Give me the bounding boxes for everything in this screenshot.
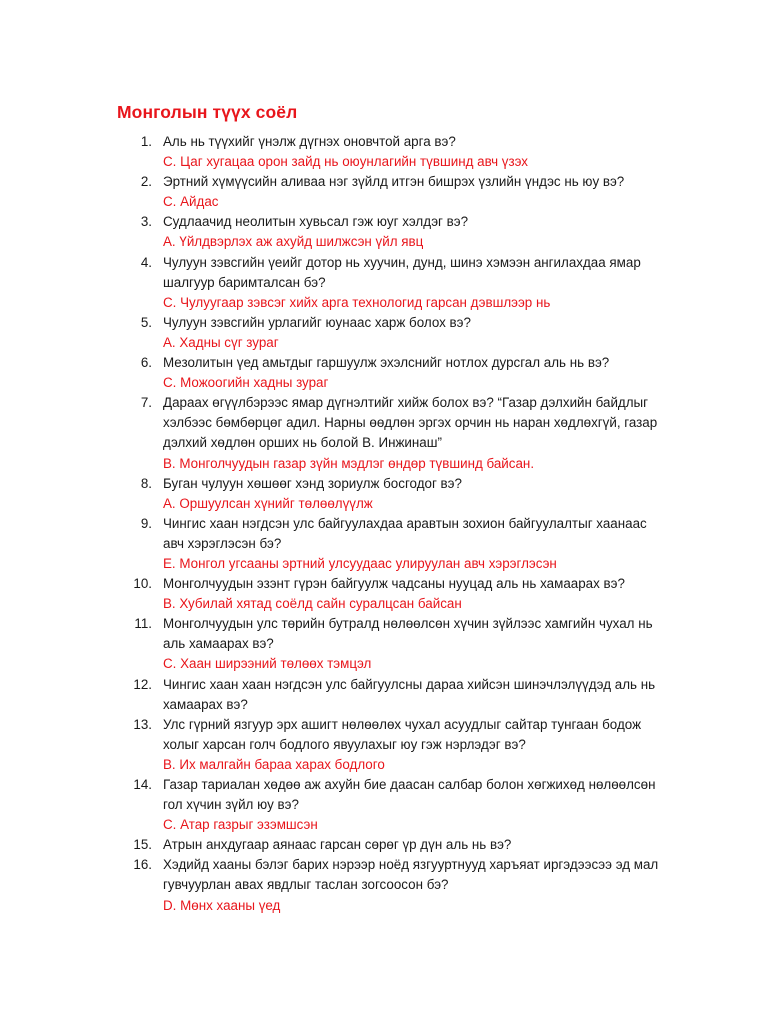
answer-text: A. Оршуулсан хүнийг төлөөлүүлж [163, 495, 373, 511]
question-text: Аль нь түүхийг үнэлж дүгнэх оновчтой арга вэ? [163, 134, 456, 149]
question-number: 15. [133, 837, 152, 853]
answer-text: A. Үйлдвэрлэх аж ахуйд шилжсэн үйл явц [163, 234, 424, 250]
question-item [124, 172, 664, 212]
question-item [124, 835, 664, 855]
answer-text: B. Монголчуудын газар зүйн мэдлэг өндөр түвшинд байсан. [163, 455, 535, 471]
question-item [124, 715, 664, 775]
question-text: Улс гүрний язгуур эрх ашигт нөлөөлөх чухал асуудлыг сайтар тунгаан бодож холыг харсан голч бодлого явуулахыг юу гэж нэрлэдэг вэ? [163, 716, 642, 752]
question-number: 12. [133, 676, 152, 692]
question-text: Эртний хүмүүсийн аливаа нэг зүйлд итгэн бишрэх үзлийн үндэс нь юу вэ? [163, 174, 625, 190]
question-item [124, 353, 664, 393]
question-text: Судлаачид неолитын хувьсал гэж юуг хэлдэг вэ? [163, 214, 469, 230]
question-text: Атрын анхдугаар аянаас гарсан сөрөг үр дүн аль нь вэ? [163, 837, 512, 853]
question-item [124, 514, 664, 574]
question-list [124, 132, 664, 916]
question-item [124, 574, 664, 614]
question-text: Хэдийд хааны бэлэг барих нэрээр ноёд язгууртнууд харъяат иргэдээсээ эд мал гувчуурлан авах явдлыг таслан зогсоосон бэ? [163, 857, 659, 893]
question-number: 8. [140, 475, 152, 491]
question-item [124, 253, 664, 313]
answer-text: B. Их малгайн бараа харах бодлого [163, 756, 385, 772]
question-item [124, 675, 664, 715]
question-item [124, 212, 664, 252]
question-number: 11. [134, 616, 152, 632]
question-text: Дараах өгүүлбэрээс ямар дүгнэлтийг хийж болох вэ? “Газар дэлхийн байдлыг хэлбээс бөмбөрцөг адил. Нарны өөдлөн эргэх орчин нь наран хөдлөхгүй, газар дэлхий хөдлөн орших нь болой В. Инжинаш” [163, 395, 658, 451]
answer-text: C. Айдас [163, 194, 219, 210]
question-number: 13. [133, 716, 152, 732]
question-item [124, 474, 664, 514]
question-text: Мезолитын үед амьтдыг гаршуулж эхэлснийг нотлох дурсгал аль нь вэ? [163, 355, 610, 371]
question-number: 5. [140, 314, 152, 330]
question-text: Монголчуудын улс төрийн бутралд нөлөөлсөн хүчин зүйлээс хамгийн чухал нь аль хамаарах вэ? [163, 616, 653, 652]
answer-text: B. Хубилай хятад соёлд сайн суралцсан байсан [163, 596, 462, 612]
question-number: 7. [140, 395, 152, 411]
question-text: Чингис хаан нэгдсэн улс байгуулахдаа аравтын зохион байгуулалтыг хаанаас авч хэрэглэсэн бэ? [163, 515, 647, 551]
page-title: Монголын түүх соёл [117, 102, 298, 122]
answer-text: C. Хаан ширээний төлөөх тэмцэл [163, 656, 372, 672]
question-text: Монголчуудын эзэнт гүрэн байгуулж чадсаны нууцад аль нь хамаарах вэ? [163, 576, 625, 592]
question-number: 10. [133, 576, 152, 592]
answer-text: C. Можоогийн хадны зураг [163, 375, 329, 391]
question-text: Чулуун зэвсгийн урлагийг юунаас харж болох вэ? [163, 314, 471, 330]
question-item [124, 614, 664, 674]
question-number: 6. [140, 355, 152, 371]
answer-text: D. Мөнх хааны үед [163, 897, 281, 913]
question-text: Газар тариалан хөдөө аж ахуйн бие даасан салбар болон хөгжихөд нөлөөлсөн гол хүчин зүйл юу вэ? [163, 777, 656, 813]
question-text: Чулуун зэвсгийн үеийг дотор нь хуучин, дунд, шинэ хэмээн ангилахдаа ямар шалгуур баримталсан бэ? [163, 254, 641, 290]
question-number: 1. [140, 134, 152, 149]
question-item [124, 393, 664, 473]
question-item [124, 855, 664, 915]
answer-text: C. Цаг хугацаа орон зайд нь оюунлагийн түвшинд авч үзэх [163, 154, 528, 170]
question-number: 4. [140, 254, 152, 270]
question-number: 2. [140, 174, 152, 190]
question-item [124, 132, 664, 172]
question-number: 3. [140, 214, 152, 230]
answer-text: C. Атар газрыг эзэмшсэн [163, 817, 318, 833]
answer-text: C. Чулуугаар зэвсэг хийх арга технологид гарсан дэвшлээр нь [163, 294, 551, 310]
question-number: 9. [140, 515, 152, 531]
question-item [124, 313, 664, 353]
question-number: 14. [133, 777, 152, 792]
answer-text: E. Монгол угсааны эртний улсуудаас улируулан авч хэрэглэсэн [163, 555, 557, 571]
question-text: Чингис хаан хаан нэгдсэн улс байгуулсны дараа хийсэн шинэчлэлүүдэд аль нь хамаарах вэ? [163, 676, 656, 712]
question-number: 16. [133, 857, 152, 873]
answer-text: A. Хадны сүг зураг [163, 334, 279, 350]
question-text: Буган чулуун хөшөөг хэнд зориулж босгодог вэ? [163, 475, 462, 491]
question-item [124, 775, 664, 835]
